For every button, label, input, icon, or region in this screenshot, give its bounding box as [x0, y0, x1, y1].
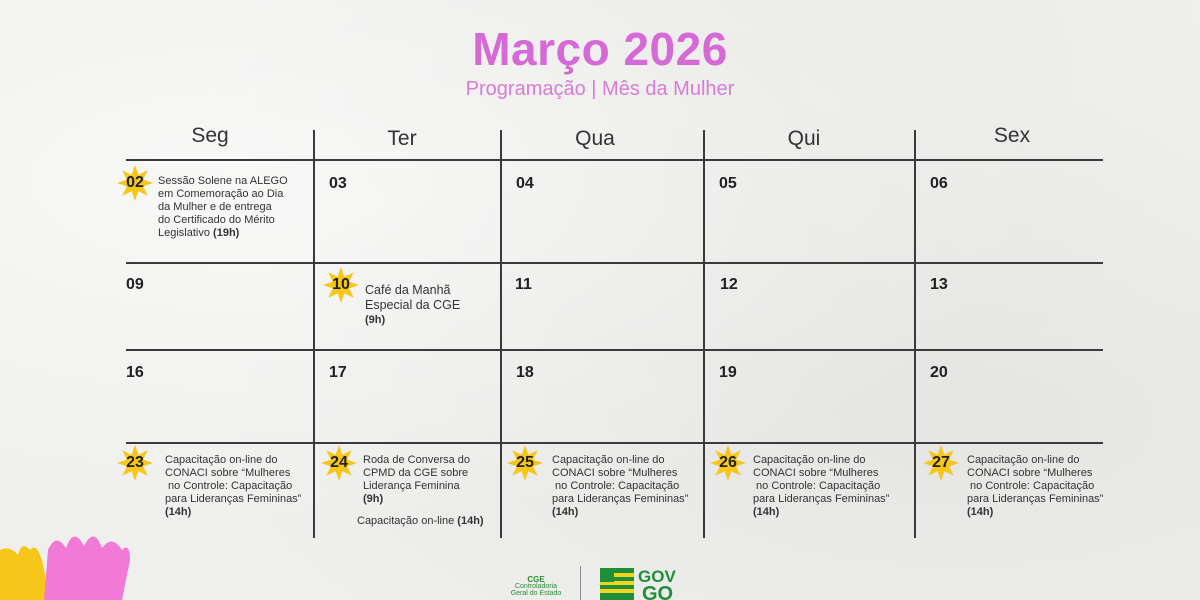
day-number: 13: [930, 276, 948, 293]
event-time: (14h): [967, 506, 994, 518]
day-number: 17: [329, 364, 347, 381]
event-line: para Lideranças Femininas”: [165, 493, 302, 505]
event-line: CONACI sobre “Mulheres: [967, 467, 1093, 479]
highlight-star: [116, 164, 154, 202]
event-line: Capacitação on-line do: [552, 454, 665, 466]
event-time: (14h): [552, 506, 579, 518]
day-number: 03: [329, 175, 347, 192]
gov-go-logo: [598, 562, 693, 600]
cge-logo: [508, 576, 564, 597]
day-number: 18: [516, 364, 534, 381]
event-line: em Comemoração ao Dia: [158, 188, 284, 200]
event-line: para Lideranças Femininas”: [552, 493, 689, 505]
grid-vline: [703, 130, 705, 538]
day-number: 24: [330, 454, 348, 471]
go-logo-text: GO: [642, 583, 674, 600]
event-line: Café da Manhã: [365, 283, 451, 297]
highlight-star: [922, 444, 960, 482]
event-description: [552, 454, 702, 519]
day-number: 19: [719, 364, 737, 381]
weekday-thu: Qui: [787, 127, 821, 150]
event-line: Sessão Solene na ALEGO: [158, 175, 288, 187]
event-line: [967, 506, 1117, 519]
event-line: para Lideranças Femininas”: [753, 493, 890, 505]
event-line: [158, 227, 313, 240]
event-description: [753, 454, 911, 519]
grid-hline: [126, 349, 1103, 351]
highlight-star: [506, 444, 544, 482]
day-number: 20: [930, 364, 948, 381]
day-number: 10: [332, 276, 350, 293]
event-description: [165, 454, 310, 519]
day-number: 23: [126, 454, 144, 471]
day-number: 05: [719, 175, 737, 192]
grid-vline: [313, 130, 315, 538]
event-time: (14h): [753, 506, 780, 518]
event-line: do Certificado do Mérito: [158, 214, 275, 226]
weekday-fri: Sex: [993, 124, 1031, 147]
day-number: 12: [720, 276, 738, 293]
day-number: 09: [126, 276, 144, 293]
event-time: (9h): [363, 493, 384, 505]
weekday-tue: Ter: [387, 127, 417, 150]
event-description: [357, 515, 500, 528]
event-time: (14h): [457, 515, 484, 527]
highlight-star: [322, 266, 360, 304]
weekday-mon: Seg: [191, 124, 229, 147]
event-time: (19h): [213, 227, 240, 239]
event-line: Capacitação on-line do: [967, 454, 1080, 466]
event-time: (9h): [365, 314, 386, 326]
day-number: 11: [515, 276, 532, 293]
cge-logo-label: CGE: [527, 575, 545, 584]
event-time: (14h): [165, 506, 192, 518]
event-line: CONACI sobre “Mulheres: [552, 467, 678, 479]
day-number: 26: [719, 454, 737, 471]
grid-hline: [126, 159, 1103, 161]
day-number: 06: [930, 175, 948, 192]
day-number: 02: [126, 174, 144, 191]
event-description: [967, 454, 1117, 519]
event-line: [165, 506, 310, 519]
calendar-title: Março 2026: [472, 23, 728, 75]
event-line: Especial da CGE: [365, 298, 461, 312]
event-text: Legislativo: [158, 227, 210, 239]
highlight-star: [116, 444, 154, 482]
grid-vline: [500, 130, 502, 538]
event-line: [363, 493, 500, 506]
gov-logo-text: GOV: [638, 567, 676, 586]
event-line: CPMD da CGE sobre: [363, 467, 469, 479]
event-line: Roda de Conversa do: [363, 454, 471, 466]
event-text: Capacitação on-line: [357, 515, 455, 527]
highlight-star: [320, 444, 358, 482]
day-number: 16: [126, 364, 144, 381]
day-number: 27: [932, 454, 950, 471]
weekday-wed: Qua: [575, 127, 615, 150]
cge-logo-line: Controladoria: [514, 583, 558, 590]
day-number: 04: [516, 175, 534, 192]
calendar-subtitle: Programação | Mês da Mulher: [465, 78, 735, 100]
grid-vline: [914, 130, 916, 538]
event-line: Capacitação on-line do: [165, 454, 278, 466]
event-description: [158, 175, 313, 240]
event-line: no Controle: Capacitação: [165, 480, 293, 492]
highlight-star: [709, 444, 747, 482]
event-line: no Controle: Capacitação: [552, 480, 680, 492]
event-line: [753, 506, 911, 519]
logo-divider: [580, 566, 581, 600]
event-description: [365, 283, 500, 328]
event-description: [363, 454, 500, 506]
flower-decoration-icon: [0, 520, 140, 600]
event-line: Liderança Feminina: [363, 480, 460, 492]
goias-flag-icon: [600, 568, 634, 600]
event-line: no Controle: Capacitação: [967, 480, 1095, 492]
event-line: Capacitação on-line do: [753, 454, 866, 466]
grid-hline: [126, 262, 1103, 264]
event-line: no Controle: Capacitação: [753, 480, 881, 492]
cge-logo-line: Geral do Estado: [510, 590, 562, 597]
event-line: da Mulher e de entrega: [158, 201, 272, 213]
event-line: CONACI sobre “Mulheres: [165, 467, 291, 479]
event-line: CONACI sobre “Mulheres: [753, 467, 879, 479]
event-line: [552, 506, 702, 519]
day-number: 25: [516, 454, 534, 471]
event-line: [365, 313, 500, 328]
event-line: para Lideranças Femininas”: [967, 493, 1104, 505]
